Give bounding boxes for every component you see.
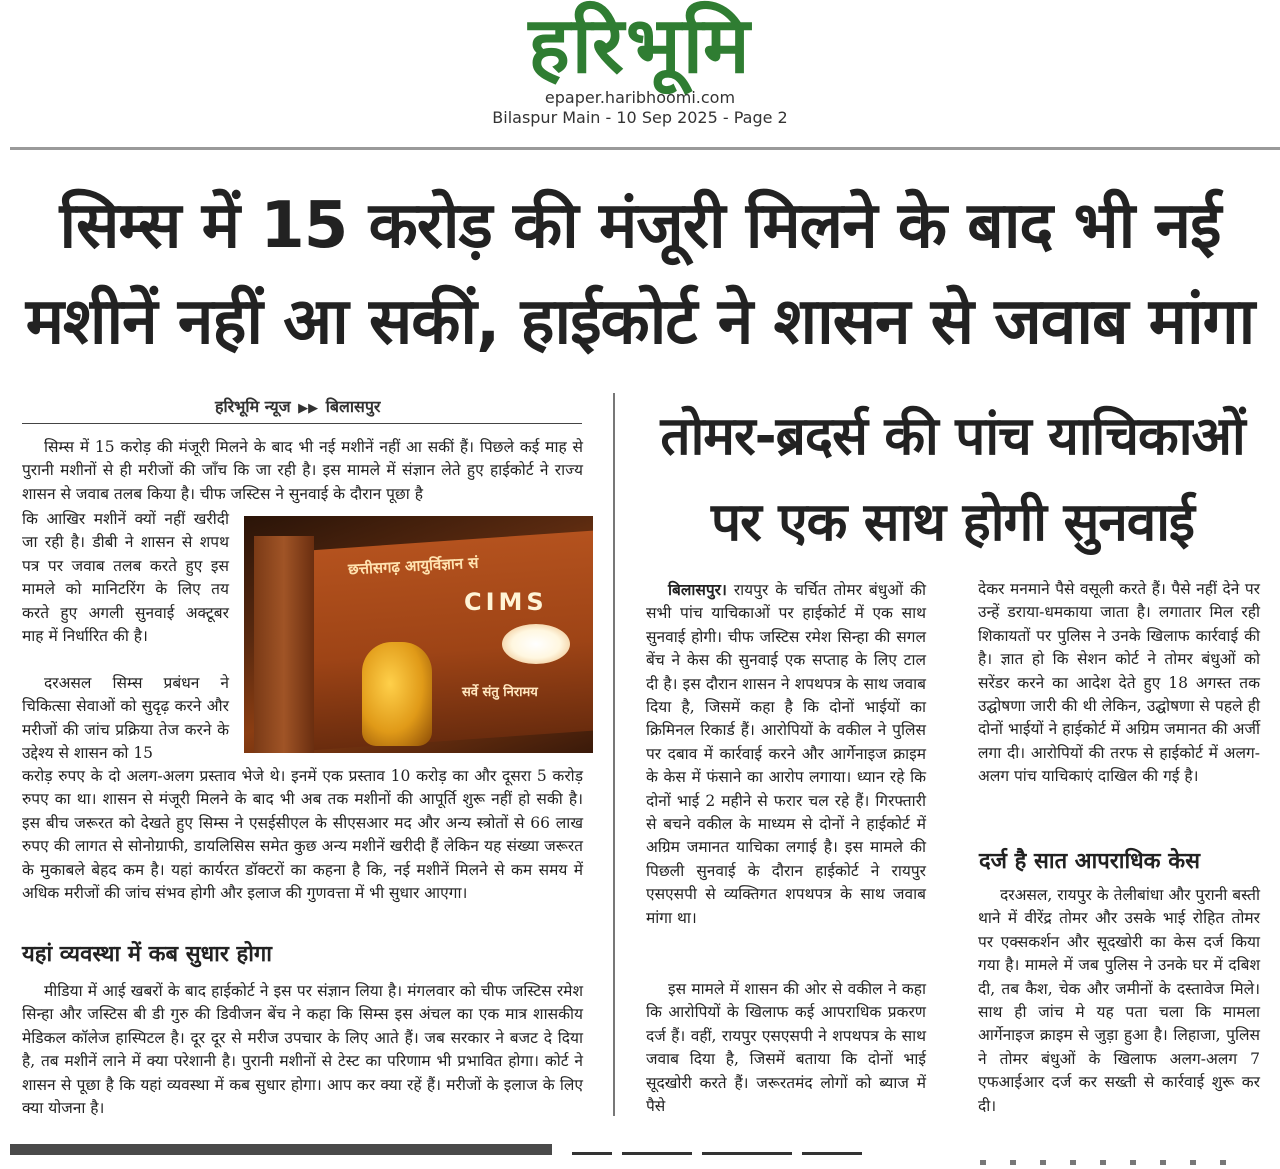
photo-sign-text: छत्तीसगढ़ आयुर्विज्ञान सं [347,553,479,579]
byline [215,395,380,417]
next-story-cropped-text [980,1150,1270,1155]
newspaper-logo: हरिभूमि [528,1,752,91]
main-paragraph-2: दरअसल सिम्स प्रबंधन ने चिकित्सा सेवाओं को सुदृढ़ करने और मरीजों की जांच प्रक्रिया तेज करने के उद्देश्य से शासन को 15 [22,674,229,763]
side-headline [625,394,1280,566]
side-paragraph-4: दरअसल, रायपुर के तेलीबांधा और पुरानी बस्ती थाने में वीरेंद्र तोमर और उसके भाई रोहित तोमर पर एक्सकर्शन और सूदखोरी का केस दर्ज किया गया है। मामले में जब पुलिस ने उनके घर में दबिश दी, तब कैश, चेक और जमीनों के दस्तावेज मिले। साथ ही जांच मे यह पता चला कि मामला आर्गेनाइज क्राइम से जुड़ा हुआ है। लिहाजा, पुलिस ने तोमर बंधुओं के खिलाफ अलग-अलग 7 एफआईआर दर्ज कर सख्ती से कार्रवाई शुरू कर दी। [978,886,1260,1115]
main-headline-line-2: मशीनें नहीं आ सकीं, हाईकोर्ट ने शासन से जवाब मांगा [25,285,1255,359]
photo-hand-sculpture [362,642,432,746]
side-paragraph-1 [646,578,926,930]
photo-lamp [502,624,570,664]
main-paragraph-2-continued: करोड़ रुपए के दो अलग-अलग प्रस्ताव भेजे थे। इनमें एक प्रस्ताव 10 करोड़ का और दूसरा 5 करोड़ रुपए का था। शासन से मंजूरी मिलने के बाद भी अब तक मशीनों की आपूर्ति शुरू नहीं हो सकी है। इस बीच जरूरत को देखते हुए सिम्स ने एसईसीएल के सीएसआर मद और अन्य स्त्रोतों से 66 लाख रुपए की लागत से सोनोग्राफी, डायलिसिस समेत कुछ अन्य मशीनें खरीदी हैं लेकिन यह संख्या जरूरत के मुकाबले बेहद कम है। यहां कार्यरत डॉक्टरों का कहना है कि, नई मशीनें मिलने से कम समय में अधिक मरीजों की जांच संभव होगी और इलाज की गुणवत्ता में भी सुधार आएगा। [22,767,583,903]
side-headline-line-1: तोमर-ब्रदर्स की पांच याचिकाओं [660,406,1245,467]
photo-pillar [254,536,314,753]
column-divider [613,393,615,1116]
next-story-cropped-headline [572,1146,892,1155]
masthead [0,0,1280,140]
byline-divider [22,423,582,424]
main-headline-line-1: सिम्स में 15 करोड़ की मंजूरी मिलने के बाद भी नई [59,189,1221,263]
photo-motto: सर्वे संतु निरामय [462,685,538,700]
photo-cims-letters: CIMS [464,588,548,616]
side-headline-line-2: पर एक साथ होगी सुनवाई [711,492,1194,553]
main-paragraph-1: सिम्स में 15 करोड़ की मंजूरी मिलने के बाद भी नई मशीनें नहीं आ सकीं हैं। पिछले कई माह से पुरानी मशीनों से ही मरीजों की जाँच कि जा रही है। इस मामले में संज्ञान लेते हुए हाईकोर्ट ने राज्य शासन से जवाब तलब किया है। चीफ जस्टिस ने सुनवाई के दौरान पूछा है [22,438,583,503]
side-paragraph-1-text: रायपुर के चर्चित तोमर बंधुओं की सभी पांच याचिकाओं पर हाईकोर्ट में एक साथ सुनवाई होगी। चीफ जस्टिस रमेश सिन्हा की सगल बेंच ने केस की सुनवाई एक सप्ताह के लिए टाल दी है। इस दौरान शासन ने शपथपत्र के साथ जवाब दिया है, जिसमें कहा है कि दोनों भाईयों का क्रिमिनल रिकार्ड हैं। आरोपियों के वकील ने पुलिस पर दबाव में कार्रवाई करने और आर्गेनाइज क्राइम के केस में फंसाने का आरोप लगाया। ध्यान रहे कि दोनों भाई 2 महीने से फरार चल रहे हैं। गिरफ्तारी से बचने वकील के माध्यम से दोनों ने हाईकोर्ट में अग्रिम जमानत याचिका लगाई है। इस मामले की पिछली सुनवाई के दौरान हाईकोर्ट ने रायपुर एसएसपी से व्यक्तिगत शपथपत्र के साथ जवाब मांगा था। [646,581,926,927]
main-paragraph-1-continued: कि आखिर मशीनें क्यों नहीं खरीदी जा रही है। डीबी ने शासन से शपथ पत्र पर जवाब तलब करते हुए इस मामले को मानिटरिंग के लिए तय करते हुए अगली सुनवाई अक्टूबर माह में निर्धारित की है। [22,510,229,646]
side-paragraph-3: देकर मनमाने पैसे वसूली करते हैं। पैसे नहीं देने पर उन्हें डराया-धमकाया जाता है। लगातार मिल रही शिकायतों पर पुलिस ने उनके खिलाफ कार्रवाई की है। ज्ञात हो कि सेशन कोर्ट ने तोमर बंधुओं को सरेंडर करने का आदेश देते हुए 18 अगस्त तक उद्घोषणा जारी की थी लेकिन, उद्घोषणा से पहले ही दोनों भाईयों ने हाईकोर्ट में अग्रिम जमानत की अर्जी लगा दी। आरोपियों की तरफ से हाईकोर्ट में अलग-अलग पांच याचिकाएं दाखिल की गई है। [978,580,1260,786]
epaper-site: epaper.haribhoomi.com [544,88,736,107]
side-dateline: बिलासपुर। [668,580,727,599]
next-story-header-bar [10,1144,552,1155]
masthead-divider [10,147,1280,150]
main-subheading: यहां व्यवस्था में कब सुधार होगा [22,942,273,967]
cims-building-photo [244,516,593,753]
byline-source: हरिभूमि न्यूज [215,397,291,416]
main-paragraph-3: मीडिया में आई खबरों के बाद हाईकोर्ट ने इस पर संज्ञान लिया है। मंगलवार को चीफ जस्टिस रमेश सिन्हा और जस्टिस बी डी गुरु की डिवीजन बेंच ने कहा कि सिम्स इस अंचल का एक मात्र शासकीय मेडिकल कॉलेज हास्पिटल है। दूर दूर से मरीज उपचार के लिए आते हैं। जब सरकार ने बजट दे दिया है, तब मशीनें लाने में क्या परेशानी है। पुरानी मशीनों से टेस्ट का परिणाम भी प्रभावित होगा। कोर्ट ने शासन से पूछा है कि यहां व्यवस्था में कब सुधार होगा। आप कर क्या रहें हैं। मरीजों के इलाज के लिए क्या योजना है। [22,982,583,1118]
side-subheading: दर्ज है सात आपराधिक केस [979,849,1201,874]
byline-city: बिलासपुर [325,397,381,416]
edition-info: Bilaspur Main - 10 Sep 2025 - Page 2 [492,108,788,127]
main-headline [0,178,1280,370]
side-paragraph-2: इस मामले में शासन की ओर से वकील ने कहा कि आरोपियों के खिलाफ कई आपराधिक प्रकरण दर्ज हैं। वहीं, रायपुर एसएसपी ने शपथपत्र के साथ जवाब दिया है, जिसमें बताया कि दोनों भाई सूदखोरी करते हैं। जरूरतमंद लोगों को ब्याज में पैसे [646,980,926,1116]
byline-arrows-icon: ▶▶ [298,401,319,416]
